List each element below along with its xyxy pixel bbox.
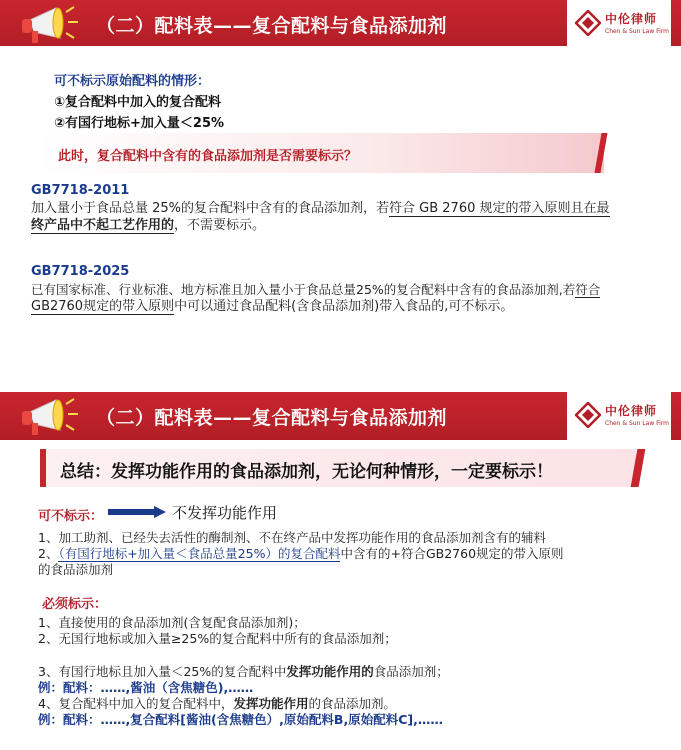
- std-2011-line1-a: 加入量小于食品总量 25%的复合配料中含有的食品添加剂，若: [31, 201, 390, 216]
- summary-box: [40, 449, 636, 487]
- case-1: ①复合配料中加入的复合配料: [54, 95, 222, 110]
- logo-text-en: Chen & Sun Law Firm: [605, 420, 670, 427]
- slide-1: [0, 0, 681, 340]
- opt-item-2-c: 中含有的+符合GB2760规定的带入原则: [340, 546, 564, 561]
- std-2025-line2-b: GB2760规定的带入原则: [31, 299, 175, 314]
- example-2: 例：配料：……,复合配料[酱油(含焦糖色）,原始配料B,原始配料C],……: [38, 712, 443, 727]
- logo-text-en: Chen & Sun Law Firm: [605, 28, 670, 35]
- law-firm-logo-icon: [575, 402, 601, 428]
- question-box: [38, 133, 604, 173]
- opt-item-2: [38, 546, 564, 562]
- arrow-right-icon: [108, 506, 166, 518]
- std-2025-line1-a: 已有国家标准、行业标准、地方标准且加入量小于食品总量25%的复合配料中含有的食品添加剂,若: [31, 282, 576, 297]
- megaphone-icon: [12, 4, 82, 48]
- std-2011-line1-b: 符合 GB 2760 规定的带入原则且在最: [389, 201, 610, 216]
- law-firm-logo: [567, 392, 671, 440]
- opt-item-2-b: （有国行地标+加入量＜食品总量25%）的复合配料: [58, 546, 341, 561]
- std-2011-line2-b: 终产品中不起工艺作用的: [31, 218, 175, 233]
- logo-text-cn: 中伦律师: [605, 404, 658, 418]
- must-item-1: 1、直接使用的食品添加剂(含复配食品添加剂)；: [38, 615, 306, 630]
- opt-item-1: 1、加工助剂、已经失去活性的酶制剂、不在终产品中发挥功能作用的食品添加剂含有的辅料: [38, 530, 546, 545]
- must-item-4: 4、复合配料中加入的复合配料中，发挥功能作用的食品添加剂。: [38, 696, 396, 711]
- example-1: 例：配料：……,酱油（含焦糖色),……: [38, 680, 254, 695]
- slide-banner: [0, 392, 681, 440]
- std-2011-title: GB7718-2011: [31, 183, 130, 198]
- optional-label: 可不标示：: [38, 509, 104, 524]
- logo-text-cn: 中伦律师: [605, 12, 658, 26]
- slide-2: [0, 392, 681, 750]
- law-firm-logo: [567, 0, 671, 46]
- megaphone-icon: [12, 396, 82, 440]
- banner-title: （二）配料表——复合配料与食品添加剂: [96, 407, 448, 429]
- opt-item-2-line2: 的食品添加剂: [38, 562, 114, 577]
- exempt-heading: 可不标示原始配料的情形：: [54, 74, 211, 89]
- std-2011-line2-c: ，不需要标示。: [174, 218, 266, 233]
- must-item-3: 3、有国行地标且加入量＜25%的复合配料中发挥功能作用的食品添加剂；: [38, 664, 449, 679]
- std-2025-line2-c: 中可以通过食品配料(含食品添加剂)带入食品的,可不标示。: [174, 299, 514, 314]
- opt-item-2-a: 2、: [38, 546, 59, 561]
- law-firm-logo-icon: [575, 10, 601, 36]
- slide-banner: [0, 0, 681, 46]
- case-2: ②有国行地标+加入量＜25%: [54, 116, 225, 131]
- question-text: 此时，复合配料中含有的食品添加剂是否需要标示？: [58, 149, 358, 164]
- must-item-2: 2、无国行地标或加入量≥25%的复合配料中所有的食品添加剂；: [38, 631, 397, 646]
- std-2025-title: GB7718-2025: [31, 264, 130, 279]
- summary-text: 总结：发挥功能作用的食品添加剂，无论何种情形，一定要标示！: [60, 462, 553, 482]
- must-label: 必须标示：: [42, 597, 108, 612]
- optional-result: 不发挥功能作用: [172, 504, 278, 522]
- banner-title: （二）配料表——复合配料与食品添加剂: [96, 15, 448, 37]
- std-2025-line1-b: 符合: [575, 282, 601, 297]
